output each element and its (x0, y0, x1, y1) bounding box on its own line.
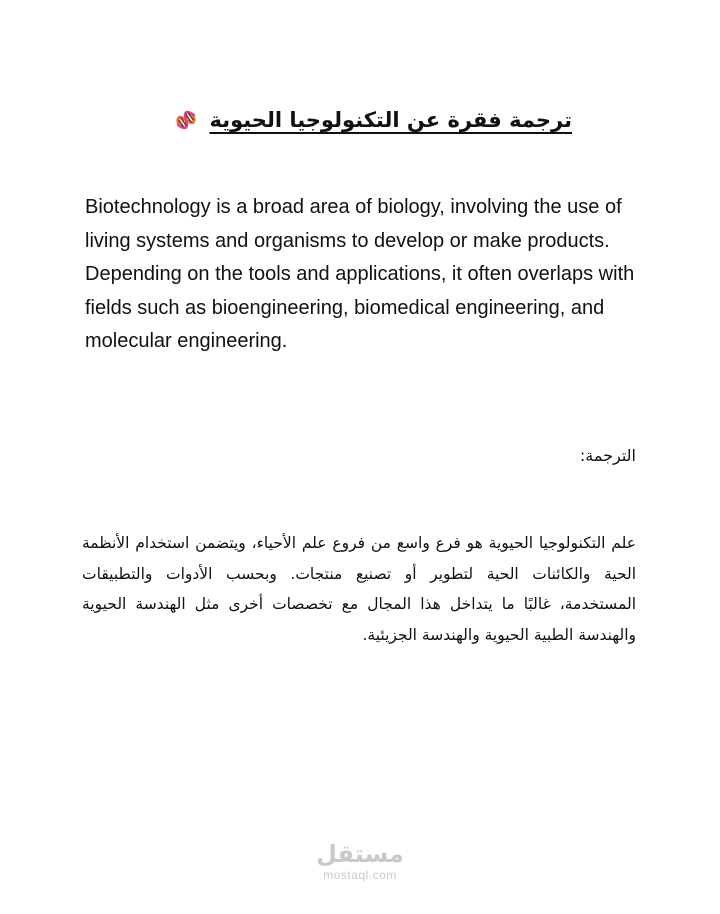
watermark-arabic: مستقل (316, 840, 404, 868)
english-paragraph: Biotechnology is a broad area of biology, involving the use of living systems and organisms to develop or make products. Depending on the tools and applications, it often overlaps with fields such as bioengineering, biomedical engineering, and molecular engineering. (85, 196, 635, 352)
document-title (190, 100, 572, 140)
title-text: ترجمة فقرة عن التكنولوجيا الحيوية (209, 108, 572, 132)
dna-icon (173, 107, 199, 133)
arabic-paragraph: علم التكنولوجيا الحيوية هو فرع واسع من فروع علم الأحياء، ويتضمن استخدام الأنظمة الحية والكائنات الحية لتطوير أو تصنيع منتجات. وبحسب الأدوات والتطبيقات المستخدمة، غالبًا ما يتداخل هذا المجال مع تخصصات أخرى مثل الهندسة الحيوية والهندسة الطبية الحيوية والهندسة الجزيئية. (82, 534, 636, 644)
watermark-latin: mostaql.com (323, 868, 397, 882)
mostaql-watermark (300, 840, 420, 882)
translation-label: الترجمة: (579, 446, 636, 465)
